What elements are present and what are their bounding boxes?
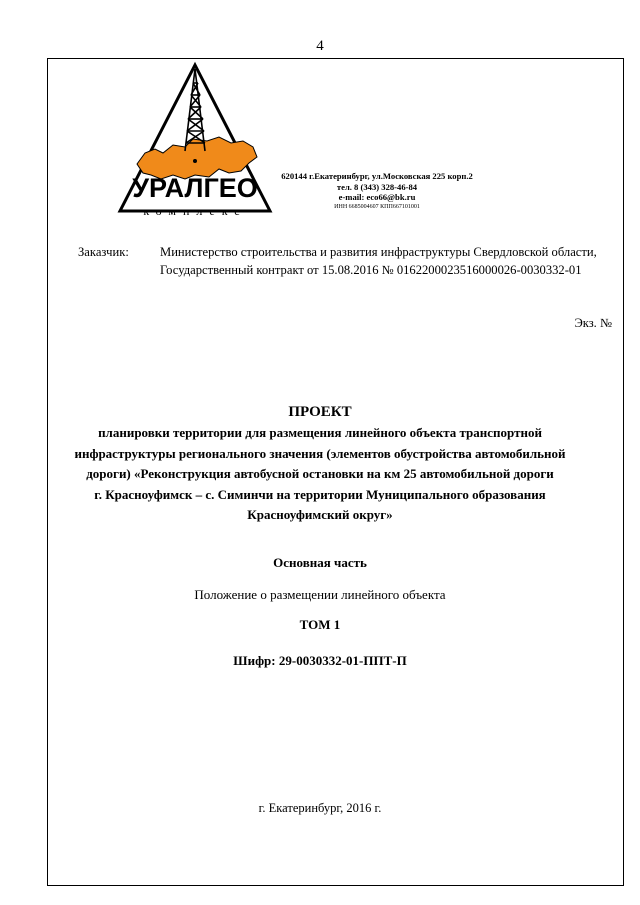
customer-label: Заказчик: [78,245,129,259]
main-part-heading: Основная часть [273,555,367,570]
document-title [60,401,580,526]
contact-block [268,171,486,211]
contact-ids: ИНН 6685004607 КПП667101001 [334,203,420,210]
copy-number-label: Экз. № [574,316,612,330]
title-heading: ПРОЕКТ [288,404,352,420]
logo-sub-text: комплекс [143,204,247,218]
contact-email: e-mail: eco66@bk.ru [338,192,416,202]
volume-label: ТОМ 1 [299,617,341,632]
company-logo [115,61,275,221]
page-number: 4 [316,38,324,54]
document-code: Шифр: 29-0030332-01-ППТ-П [233,653,407,668]
city-year: г. Екатеринбург, 2016 г. [258,801,382,815]
title-line-4: г. Красноуфимск – с. Симинчи на территории Муниципального образования [94,486,546,502]
title-line-1: планировки территории для размещения линейного объекта транспортной [98,425,542,440]
customer-line-2: Государственный контракт от 15.08.2016 № 0162200023516000026-0030332-01 [160,263,582,277]
logo-brand-text: УРАЛГЕО [132,173,258,203]
title-line-2: инфраструктуры регионального значения (элементов обустройства автомобильной [74,445,566,461]
contact-address: 620144 г.Екатеринбург, ул.Московская 225 корп.2 [281,171,473,181]
title-line-5: Красноуфимский округ» [247,507,393,522]
customer-text [160,243,620,279]
customer-line-1: Министерство строительства и развития инфраструктуры Свердловской области, [160,245,597,259]
well-dot [193,159,197,163]
contact-phone: тел. 8 (343) 328-46-84 [336,181,418,192]
title-line-3: дороги) «Реконструкция автобусной остановки на км 25 автомобильной дороги [86,466,554,481]
section-name: Положение о размещении линейного объекта [194,587,446,602]
